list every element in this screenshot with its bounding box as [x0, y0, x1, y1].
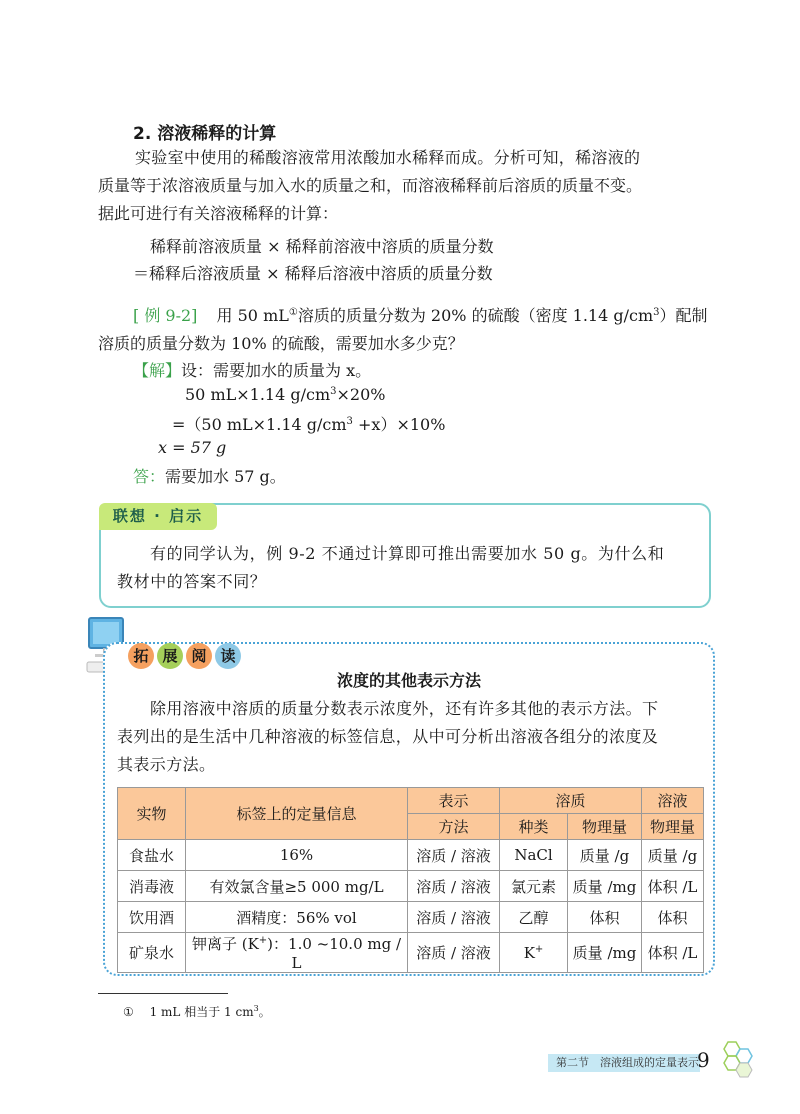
header-item: 实物	[118, 788, 186, 840]
example-line-2: 溶质的质量分数为 10% 的硫酸，需要加水多少克？	[98, 334, 464, 353]
cell-label: 有效氯含量≥5 000 mg/L	[186, 871, 408, 902]
table-row	[118, 902, 704, 933]
solution-line	[133, 358, 371, 381]
label-sup: +	[258, 935, 268, 946]
header-method-1: 表示	[408, 788, 500, 814]
table-row	[118, 933, 704, 973]
cell-method: 溶质 / 溶液	[408, 871, 500, 902]
extended-title: 浓度的其他表示方法	[336, 671, 481, 690]
calc2-a: =（50 mL×1.14 g/cm	[172, 415, 347, 434]
cell-solute-qty: 质量 /mg	[568, 871, 642, 902]
formula-line-1: 稀释前溶液质量 × 稀释前溶液中溶质的质量分数	[150, 237, 494, 256]
footnote	[123, 1003, 271, 1020]
calc-line-1	[185, 385, 385, 404]
solution-text: 设：需要加水的质量为 x。	[181, 361, 372, 380]
header-label: 标签上的定量信息	[186, 788, 408, 840]
table-row	[118, 871, 704, 902]
example-text-c: ）配制	[659, 306, 708, 325]
intro-line-3: 据此可进行有关溶液稀释的计算：	[98, 204, 339, 223]
footnote-end: 。	[258, 1005, 271, 1019]
calc1-sup: 3	[330, 386, 337, 397]
header-solute: 溶质	[500, 788, 642, 814]
concentration-table	[117, 787, 704, 973]
calc2-sup: 3	[346, 416, 353, 427]
cell-solute-qty: 质量 /mg	[568, 933, 642, 973]
formula-line-2: ＝稀释后溶液质量 × 稀释后溶液中溶质的质量分数	[133, 264, 493, 283]
cell-label: 酒精度：56% vol	[186, 902, 408, 933]
answer-text: 需要加水 57 g。	[165, 467, 286, 486]
cell-solution-qty: 体积 /L	[642, 871, 704, 902]
header-kind: 种类	[500, 814, 568, 840]
association-line-2: 教材中的答案不同？	[117, 572, 267, 591]
extended-line-2: 表列出的是生活中几种溶液的标签信息，从中可分析出溶液各组分的浓度及	[117, 727, 659, 746]
footnote-ref: ①	[288, 307, 298, 318]
answer-label: 答：	[133, 467, 166, 486]
header-method-2: 方法	[408, 814, 500, 840]
calc1-a: 50 mL×1.14 g/cm	[185, 385, 331, 404]
cell-solute-qty: 质量 /g	[568, 840, 642, 871]
kind-sup: +	[534, 943, 544, 955]
calc2-b: +x）×10%	[352, 415, 446, 434]
cell-kind: NaCl	[500, 840, 568, 871]
extended-line-1: 除用溶液中溶质的质量分数表示浓度外，还有许多其他的表示方法。下	[150, 699, 659, 718]
association-tab: 联想 · 启示	[99, 503, 217, 530]
footnote-text: 1 mL 相当于 1 cm	[149, 1005, 254, 1019]
intro-paragraph	[98, 144, 713, 228]
extended-reading-badge	[128, 643, 241, 671]
example-label: [ 例 9-2]	[133, 306, 198, 325]
footer-section-label: 第二节 溶液组成的定量表示	[548, 1054, 700, 1072]
kind-text: K	[523, 943, 535, 962]
calc1-b: ×20%	[336, 385, 386, 404]
footnote-sup: 3	[253, 1004, 259, 1013]
header-solution-1: 溶液	[642, 788, 704, 814]
label-b: )：1.0 ~10.0 mg / L	[267, 935, 402, 972]
section-heading: 2. 溶液稀释的计算	[133, 124, 277, 144]
cell-solute-qty: 体积	[568, 902, 642, 933]
intro-line-1: 实验室中使用的稀酸溶液常用浓酸加水稀释而成。分析可知，稀溶液的	[135, 148, 641, 167]
cell-label: 16%	[186, 840, 408, 871]
cell-label	[186, 933, 408, 973]
cell-solution-qty: 质量 /g	[642, 840, 704, 871]
cell-item: 矿泉水	[118, 933, 186, 973]
association-text	[117, 540, 692, 596]
cell-method: 溶质 / 溶液	[408, 840, 500, 871]
extended-line-3: 其表示方法。	[117, 755, 216, 774]
example-line-1	[133, 303, 723, 326]
example-text-b: 溶质的质量分数为 20% 的硫酸（密度 1.14 g/cm	[297, 306, 654, 325]
badge-char-4: 读	[215, 643, 241, 669]
cell-item: 饮用酒	[118, 902, 186, 933]
cell-kind: 氯元素	[500, 871, 568, 902]
cell-method: 溶质 / 溶液	[408, 902, 500, 933]
calc-line-3: x = 57 g	[158, 438, 227, 457]
cell-kind	[500, 933, 568, 973]
page-number: 9	[697, 1048, 710, 1072]
example-text-a: 用 50 mL	[216, 306, 289, 325]
cell-item: 食盐水	[118, 840, 186, 871]
cell-method: 溶质 / 溶液	[408, 933, 500, 973]
cm3-superscript: 3	[653, 307, 660, 318]
table-row	[118, 840, 704, 871]
badge-char-2: 展	[157, 643, 183, 669]
footnote-rule	[98, 993, 228, 994]
label-a: 钾离子 (K	[191, 935, 259, 953]
cell-solution-qty: 体积	[642, 902, 704, 933]
answer-line	[133, 464, 286, 487]
hexagon-decoration-icon	[718, 1040, 758, 1080]
cell-solution-qty: 体积 /L	[642, 933, 704, 973]
solution-label: 【解】	[133, 361, 182, 380]
header-solute-qty: 物理量	[568, 814, 642, 840]
extended-text	[117, 695, 705, 779]
badge-char-3: 阅	[186, 643, 212, 669]
calc-line-2	[172, 412, 445, 435]
badge-char-1: 拓	[128, 643, 154, 669]
cell-item: 消毒液	[118, 871, 186, 902]
cell-kind: 乙醇	[500, 902, 568, 933]
header-solution-2: 物理量	[642, 814, 704, 840]
intro-line-2: 质量等于浓溶液质量与加入水的质量之和，而溶液稀释前后溶质的质量不变。	[98, 176, 643, 195]
footnote-mark: ①	[123, 1005, 134, 1019]
association-line-1: 有的同学认为，例 9-2 不通过计算即可推出需要加水 50 g。为什么和	[150, 544, 665, 563]
